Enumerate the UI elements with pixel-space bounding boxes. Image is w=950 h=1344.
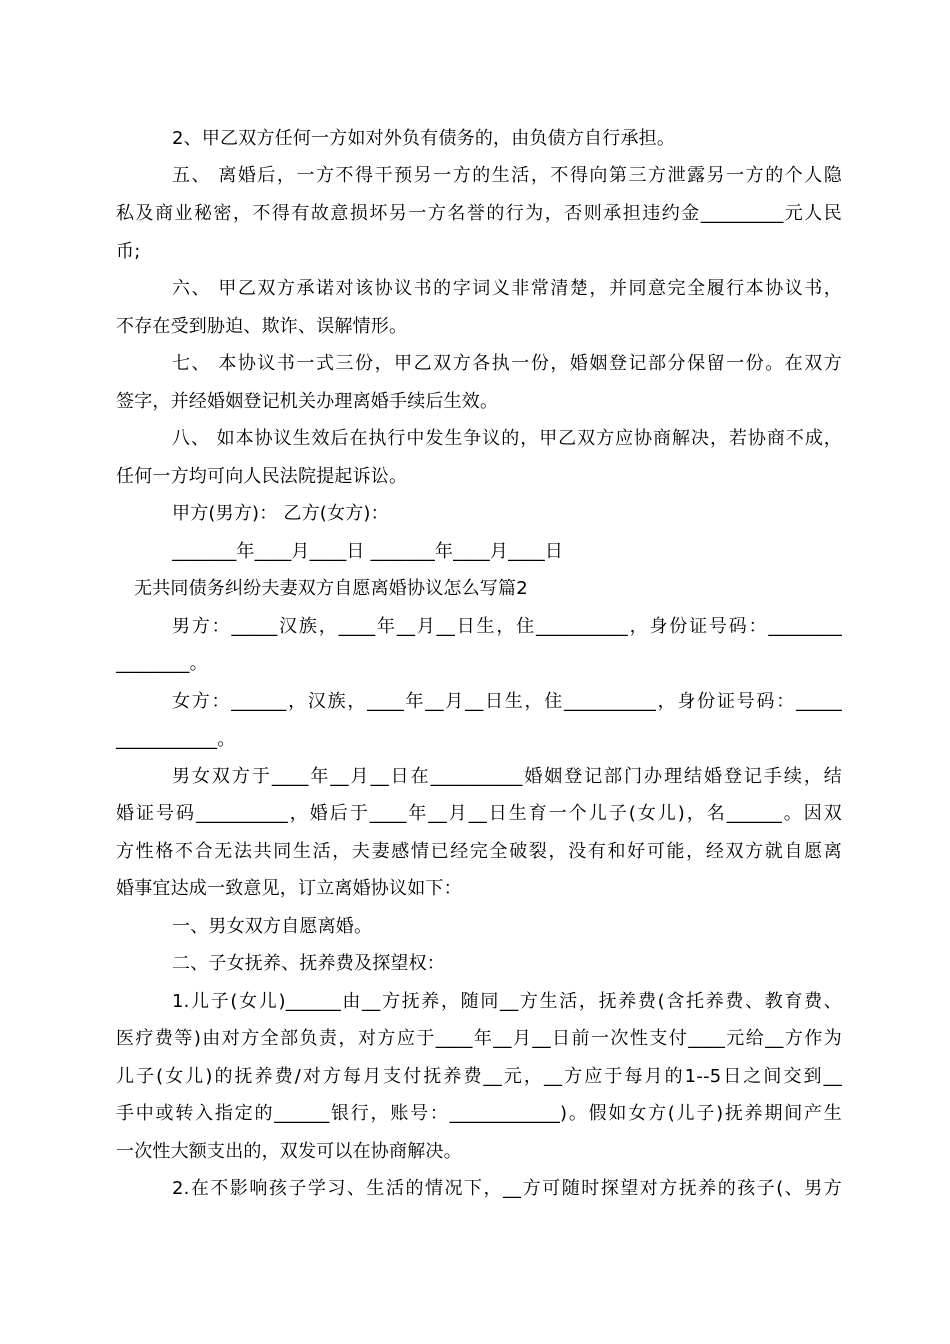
text-line: ________。: [116, 653, 208, 674]
text-line: 男女双方于____年__月__日在__________婚姻登记部门办理结婚登记手续，结: [172, 766, 842, 787]
signature-parties: 甲方(男方)： 乙方(女方)：: [172, 503, 389, 524]
text-line: 2、甲乙双方任何一方如对外负有债务的，由负债方自行承担。: [172, 128, 676, 149]
text-line: 八、 如本协议生效后在执行中发生争议的，甲乙双方应协商解决，若协商不成，: [172, 428, 842, 449]
text-line: 儿子(女儿)的抚养费/对方每月支付抚养费__元，__方应于每月的1--5日之间交到__: [116, 1066, 842, 1087]
text-line: 五、 离婚后，一方不得干预另一方的生活，不得向第三方泄露另一方的个人隐: [172, 165, 842, 186]
text-line: 私及商业秘密，不得有故意损坏另一方名誉的行为，否则承担违约金_________元人民: [116, 203, 842, 224]
text-line: 男方：_____汉族，____年__月__日生，住__________，身份证号码：________: [172, 616, 842, 637]
text-line: 1.儿子(女儿)______由__方抚养，随同__方生活，抚养费(含托养费、教育费、: [172, 991, 842, 1012]
text-line: 方性格不合无法共同生活，夫妻感情已经完全破裂，没有和好可能，经双方就自愿离: [116, 841, 842, 862]
text-line: 六、 甲乙双方承诺对该协议书的字词义非常清楚，并同意完全履行本协议书，: [172, 278, 842, 299]
text-line: 一、男女双方自愿离婚。: [172, 916, 373, 937]
text-line: ___________。: [116, 729, 236, 750]
text-line: 签字，并经婚姻登记机关办理离婚手续后生效。: [116, 391, 499, 412]
text-line: 医疗费等)由对方全部负责，对方应于____年__月__日前一次性支付____元给__方作为: [116, 1028, 842, 1049]
text-line: 不存在受到胁迫、欺诈、误解情形。: [116, 316, 408, 337]
text-line: 一次性大额支出的，双发可以在协商解决。: [116, 1141, 462, 1162]
signature-dates: _______年____月____日 _______年____月____日: [172, 541, 564, 562]
text-line: 手中或转入指定的______银行，账号：____________)。假如女方(儿子)抚养期间产生: [116, 1103, 842, 1124]
text-line: 2.在不影响孩子学习、生活的情况下，__方可随时探望对方抚养的孩子(、男方: [172, 1178, 842, 1199]
text-line: 二、子女抚养、抚养费及探望权：: [172, 953, 445, 974]
text-line: 婚事宜达成一致意见，订立离婚协议如下：: [116, 878, 462, 899]
text-line: 女方：______，汉族，____年__月__日生，住__________，身份证号码：_____: [172, 691, 842, 712]
text-line: 七、 本协议书一式三份，甲乙双方各执一份，婚姻登记部分保留一份。在双方: [172, 353, 842, 374]
text-line: 币;: [116, 241, 141, 262]
section-title: 无共同债务纠纷夫妻双方自愿离婚协议怎么写篇2: [134, 578, 528, 599]
text-line: 婚证号码__________，婚后于____年__月__日生育一个儿子(女儿)，名______。因双: [116, 803, 842, 824]
text-line: 任何一方均可向人民法院提起诉讼。: [116, 466, 408, 487]
